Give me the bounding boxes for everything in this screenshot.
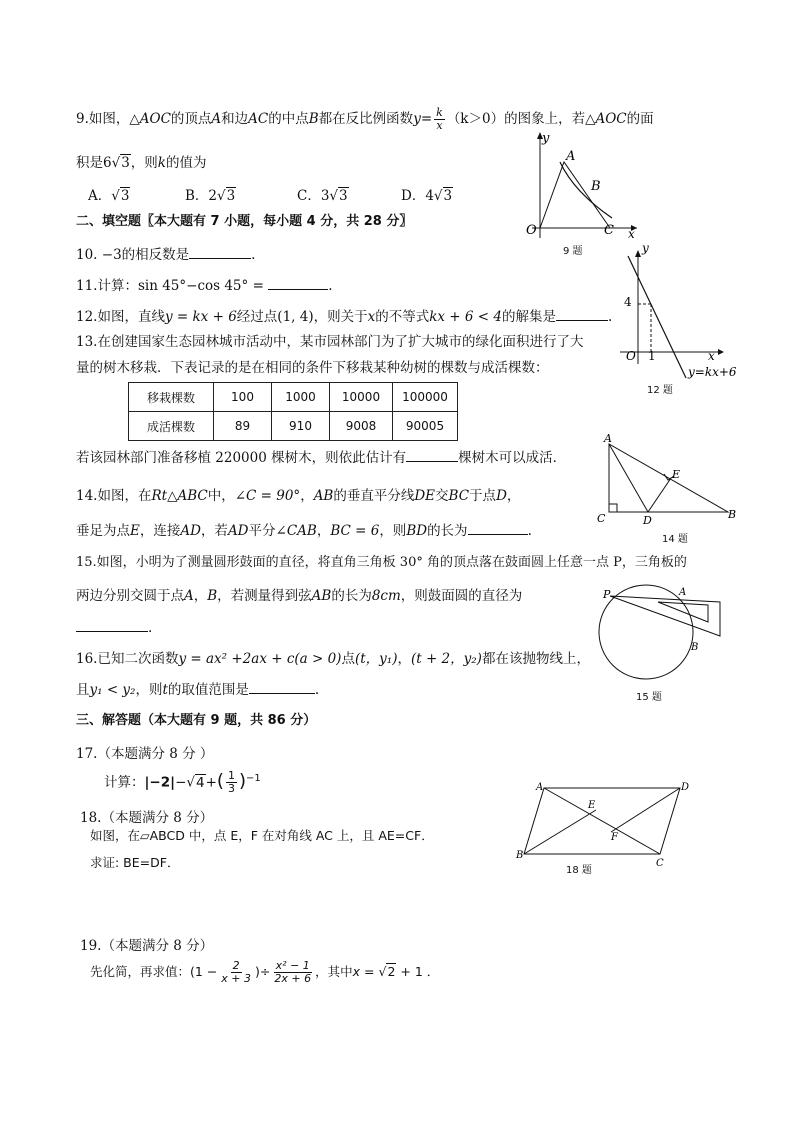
q11-answer-blank[interactable] xyxy=(268,275,328,290)
q15-fig-point-a: A xyxy=(679,587,687,598)
q14-line1: 14.如图，在Rt△ABC中，∠C = 90°，AB的垂直平分线DE交BC于点D， xyxy=(76,488,521,504)
q9-fig-point-c: C xyxy=(604,223,614,238)
q14-fig-point-d: D xyxy=(643,514,652,527)
q12-fig-y-label: y xyxy=(642,241,649,255)
q17-head: 17.（本题满分 8 分 ） xyxy=(76,746,214,762)
q12-fig-line-label: y=kx+6 xyxy=(688,365,737,379)
q15-caption: 15 题 xyxy=(636,692,662,703)
q9-option-d: D．4√3 xyxy=(401,188,453,204)
q14-answer-blank[interactable] xyxy=(468,520,528,535)
q13-line2: 量的树木移栽．下表记录的是在相同的条件下移栽某种幼树的棵数与成活棵数： xyxy=(76,360,549,376)
q11: 11.计算：sin 45°−cos 45° = . xyxy=(76,274,332,294)
q14-caption: 14 题 xyxy=(662,534,688,545)
q9-fig-point-o: O xyxy=(526,223,537,238)
q18-line1: 如图，在▱ABCD 中，点 E，F 在对角线 AC 上，且 AE=CF． xyxy=(90,828,434,843)
q16-line1: 16.已知二次函数y = ax² +2ax + c(a > 0)点(t，y₁)，(t + 2，y₂)都在该抛物线上， xyxy=(76,651,590,667)
q18-fig-point-d: D xyxy=(681,782,690,793)
q13-line1: 13.在创建国家生态园林城市活动中，某市园林部门为了扩大城市的绿化面积进行了大 xyxy=(76,334,584,350)
q18-head: 18.（本题满分 8 分） xyxy=(80,810,214,826)
q14-line2: 垂足为点E，连接AD，若AD平分∠CAB，BC = 6，则BD的长为 . xyxy=(76,519,532,539)
q16-line2: 且y₁ < y₂，则t的取值范围是 . xyxy=(76,678,319,698)
q18-fig-point-b: B xyxy=(516,850,524,861)
q18-figure xyxy=(510,778,700,878)
q14-fig-point-c: C xyxy=(597,512,606,525)
q18-line2: 求证: BE=DF． xyxy=(90,855,180,870)
q10-answer-blank[interactable] xyxy=(189,244,251,259)
q14-figure xyxy=(596,432,742,532)
q15-line3: . xyxy=(76,617,152,636)
q12-figure xyxy=(612,240,742,380)
q16-answer-blank[interactable] xyxy=(249,679,315,694)
section2-title: 二、填空题〖本大题有 7 小题，每小题 4 分，共 28 分〗 xyxy=(76,214,413,229)
q19-fraction-2: $\frac{\text{x² − 1}}{2x + 6}$ xyxy=(274,959,312,985)
q12-caption: 12 题 xyxy=(647,385,673,396)
q10: 10. −3的相反数是 . xyxy=(76,243,255,263)
q9-option-b: B．2√3 xyxy=(185,188,236,204)
q9-line1: 9.如图，△AOC的顶点A和边AC的中点B都在反比例函数y= $\frac{k}{x}$ （k＞0）的图象上，若△AOC的面 xyxy=(76,106,654,132)
q9-options xyxy=(88,184,453,204)
q12: 12.如图，直线y = kx + 6经过点(1, 4)，则关于x的不等式kx + 6 < 4的解集是 . xyxy=(76,305,612,325)
q12-fig-x-label: x xyxy=(708,349,715,363)
q17-fraction: $\frac{1}{3}$ xyxy=(227,769,235,795)
q13-after: 若该园林部门准备移植 220000 棵树木，则依此估计有 棵树木可以成活． xyxy=(76,446,566,466)
q9-option-c: C．3√3 xyxy=(297,188,348,204)
q19-fraction-1: $\frac{2}{x + 3}$ xyxy=(221,959,252,985)
q18-fig-point-a: A xyxy=(536,782,544,793)
q12-fig-four: 4 xyxy=(624,295,632,309)
q18-fig-point-f: F xyxy=(611,832,618,843)
q18-fig-point-e: E xyxy=(588,800,596,811)
q19-head: 19.（本题满分 8 分） xyxy=(80,938,214,954)
q9-func-fraction: $\frac{k}{x}$ xyxy=(436,106,443,132)
q9-option-a: A．√3 xyxy=(88,188,130,204)
q18-fig-point-c: C xyxy=(656,858,664,869)
q15-fig-point-p: P xyxy=(603,588,611,601)
q12-answer-blank[interactable] xyxy=(556,306,608,321)
table-row: 移栽棵数 100 1000 10000 100000 xyxy=(129,383,458,412)
q9-fig-y-label: y xyxy=(542,131,550,146)
q14-fig-point-e: E xyxy=(672,468,681,481)
q9-fig-point-b: B xyxy=(591,179,601,194)
section3-title: 三、解答题（本大题有 9 题，共 86 分） xyxy=(76,713,317,728)
q9-figure xyxy=(512,128,642,258)
q9-fig-x-label: x xyxy=(628,227,635,241)
q15-answer-blank[interactable] xyxy=(76,617,148,632)
q14-fig-point-b: B xyxy=(728,508,737,521)
table-row: 成活棵数 89 910 9008 90005 xyxy=(129,412,458,441)
q15-figure xyxy=(596,580,736,690)
q12-fig-one: 1 xyxy=(648,349,656,363)
q14-fig-point-a: A xyxy=(604,432,612,445)
q12-fig-origin: O xyxy=(626,349,636,363)
q15-line2: 两边分别交圆于点A，B，若测量得到弦AB的长为8cm，则鼓面圆的直径为 xyxy=(76,588,523,604)
q9-caption: 9 题 xyxy=(563,246,583,257)
q13-answer-blank[interactable] xyxy=(406,447,458,462)
q15-fig-point-b: B xyxy=(691,642,699,653)
q13-table xyxy=(128,382,458,441)
q15-line1: 15.如图，小明为了测量圆形鼓面的直径，将直角三角板 30° 角的顶点落在鼓面圆上任意一点 P，三角板的 xyxy=(76,555,687,570)
q9-line2: 积是6√3，则k的值为 xyxy=(76,155,207,171)
q9-fig-point-a: A xyxy=(566,149,576,164)
q19-expr: 先化简，再求值：(1 − $\frac{2}{x + 3}$ )÷ $\frac{\text{x² − 1}}{2x + 6}$ ，其中x = √2 + 1 ． xyxy=(90,959,440,985)
q17-expr: 计算：|−2|−√4+( $\frac{1}{3}$ )$^{-1}$ xyxy=(104,769,261,795)
q18-caption: 18 题 xyxy=(566,865,592,876)
